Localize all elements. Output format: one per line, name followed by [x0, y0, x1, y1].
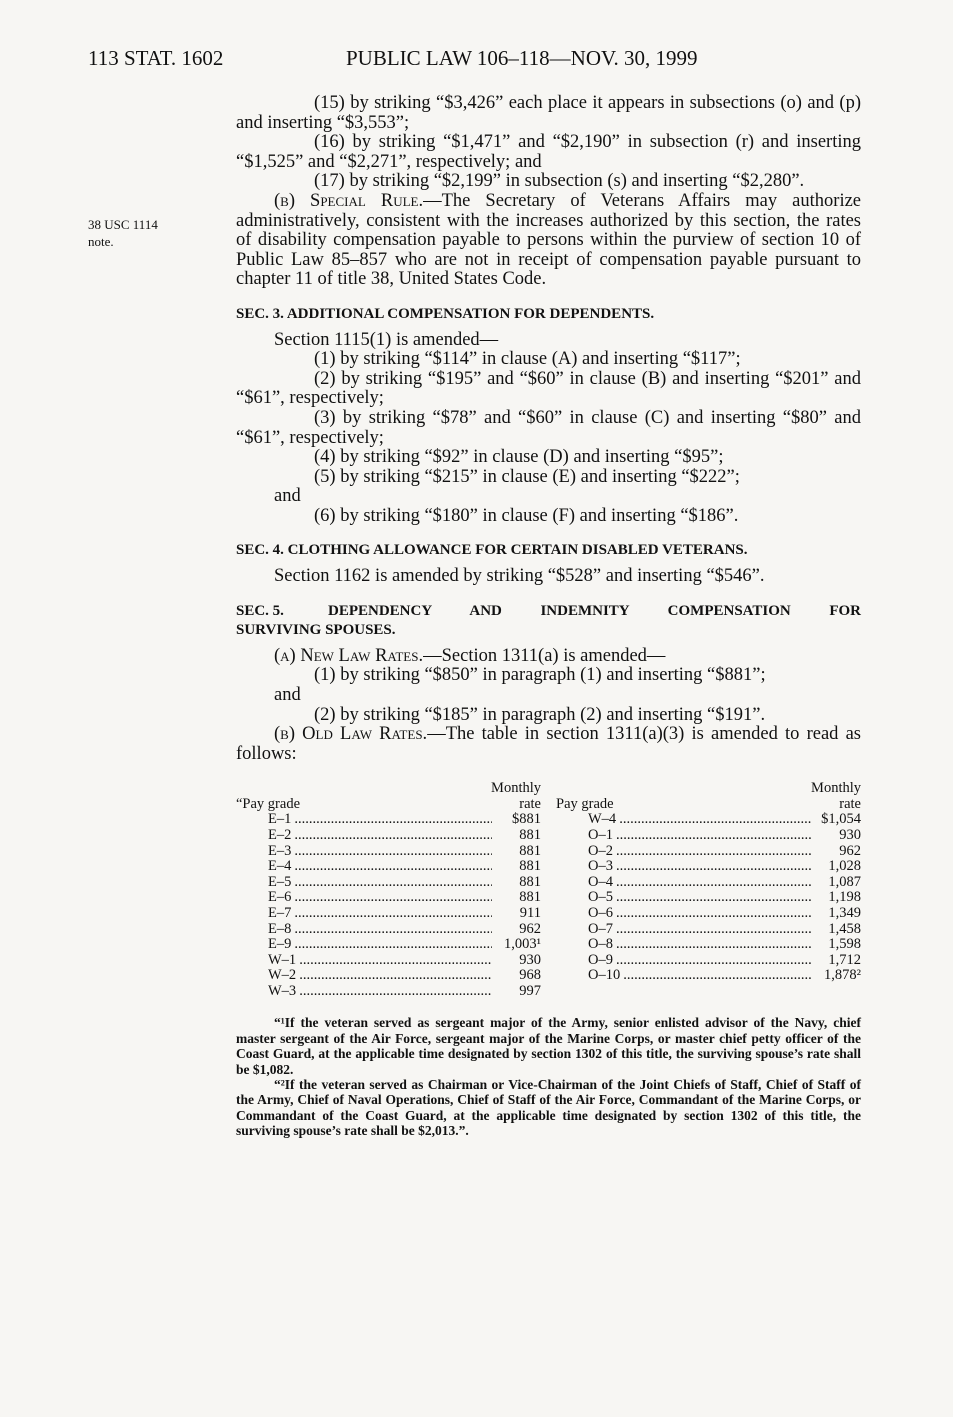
pay-grade-cell: W–4	[588, 811, 617, 828]
table-row	[556, 906, 861, 922]
dot-leader	[623, 968, 812, 984]
monthly-rate-cell: 930	[839, 827, 861, 843]
pay-grade-cell: O–8	[588, 936, 613, 953]
sec5-heading	[236, 602, 861, 622]
monthly-rate-cell: 881	[519, 842, 541, 859]
rate-table-right-header	[556, 778, 861, 812]
pay-grade-cell: O–6	[588, 904, 613, 921]
dot-leader	[616, 875, 812, 891]
sec5-a-item-2: (2) by striking “$185” in paragraph (2) and inserting “$191”.	[314, 704, 766, 725]
table-row	[236, 922, 541, 938]
pay-grade-cell: O–1	[588, 827, 613, 843]
dot-leader	[616, 906, 812, 922]
monthly-rate-cell: 911	[519, 904, 541, 921]
dot-leader	[294, 859, 492, 875]
table-row	[236, 859, 541, 875]
sec3-item-2: (2) by striking “$195” and “$60” in clause (B) and inserting “$201” and “$61”, respectively;	[236, 368, 861, 409]
dot-leader	[616, 890, 812, 906]
right-pay-grade-header: Pay grade	[556, 795, 614, 812]
sec3-item-6: (6) by striking “$180” in clause (F) and inserting “$186”.	[314, 505, 739, 526]
table-row	[556, 968, 861, 984]
table-row	[236, 937, 541, 953]
dot-leader	[299, 968, 492, 984]
table-row	[236, 828, 541, 844]
sec5-b-text: —The table in section 1311(a)(3) is amended to read as follows:	[236, 724, 862, 764]
monthly-rate-cell: 968	[519, 967, 541, 984]
dot-leader	[616, 859, 812, 875]
sec3-item-3: (3) by striking “$78” and “$60” in clause (C) and inserting “$80” and “$61”, respectively;	[236, 407, 861, 448]
dot-leader	[299, 984, 492, 1000]
dot-leader	[294, 875, 492, 891]
rate-table-right-rows	[556, 812, 861, 984]
monthly-rate-cell: 962	[519, 920, 541, 937]
right-rate-header-line2: rate	[839, 795, 861, 812]
sec4-text: Section 1162 is amended by striking “$528” and inserting “$546”.	[274, 566, 765, 587]
table-row	[556, 890, 861, 906]
sec5-a-text: —Section 1311(a) is amended—	[423, 645, 666, 666]
table-row	[236, 890, 541, 906]
monthly-rate-cell: 881	[519, 873, 541, 890]
monthly-rate-cell: $1,054	[821, 811, 861, 828]
pay-grade-cell: E–5	[268, 873, 292, 890]
pay-grade-cell: E–8	[268, 920, 292, 937]
monthly-rate-cell: 1,598	[828, 936, 861, 953]
monthly-rate-cell: 881	[519, 889, 541, 906]
special-rule-text: —The Secretary of Veterans Affairs may authorize administratively, consistent with the increases authorized by this section, the rates of disability compensation payable to persons within the purview of section 10 of Public Law 85–857 who are not in receipt of compensation payable pursuant to chapter 11 of title 38, United States Code.	[236, 190, 862, 290]
sec5-a-paragraph	[236, 647, 861, 667]
dot-leader	[294, 937, 492, 953]
monthly-rate-cell: 881	[519, 827, 541, 843]
sec5-number: SEC. 5.	[236, 602, 284, 619]
pay-grade-cell: O–2	[588, 842, 613, 859]
dot-leader	[294, 922, 492, 938]
sec3-item-5: (5) by striking “$215” in clause (E) and inserting “$222”;	[314, 466, 740, 487]
stat-page-number: 113 STAT. 1602	[88, 46, 224, 70]
footnote-2: “²If the veteran served as Chairman or Vice-Chairman of the Joint Chiefs of Staff, Chief of Staff of the Army, Chief of Naval Operations, Chief of Staff of the Air Force, Commandant of the Marine Corps, or Commandant of the Coast Guard, at the applicable time designated by section 1302 of this title, the surviving spouse’s rate shall be $2,013.”.	[236, 1077, 861, 1139]
dot-leader	[616, 828, 812, 844]
dot-leader	[294, 890, 492, 906]
rate-table	[236, 778, 861, 1003]
left-pay-grade-header: “Pay grade	[236, 795, 301, 812]
sec5-a-item-1-and: and	[274, 685, 301, 706]
rate-table-right-column	[556, 778, 861, 984]
pay-grade-cell: O–4	[588, 873, 613, 890]
pay-grade-cell: W–3	[268, 982, 297, 999]
left-rate-header	[491, 781, 541, 812]
table-row	[236, 906, 541, 922]
pay-grade-cell: E–4	[268, 858, 292, 875]
monthly-rate-cell: 881	[519, 858, 541, 875]
pay-grade-cell: E–7	[268, 904, 292, 921]
sec5-b-heading: (b) Old Law Rates.	[274, 724, 428, 745]
margin-note	[88, 216, 218, 250]
table-row	[556, 922, 861, 938]
sec4-heading: SEC. 4. CLOTHING ALLOWANCE FOR CERTAIN DISABLED VETERANS.	[236, 542, 748, 559]
pay-grade-cell: O–3	[588, 858, 613, 875]
dot-leader	[294, 906, 492, 922]
margin-note-line1: 38 USC 1114	[88, 217, 158, 232]
pay-grade-cell: O–10	[588, 967, 621, 984]
left-rate-header-line1: Monthly	[491, 780, 541, 797]
table-row	[236, 953, 541, 969]
table-row	[556, 828, 861, 844]
public-law-title: PUBLIC LAW 106–118—NOV. 30, 1999	[346, 46, 698, 70]
monthly-rate-cell: 997	[519, 982, 541, 999]
dot-leader	[294, 812, 492, 828]
table-row	[236, 844, 541, 860]
rate-table-left-column	[236, 778, 541, 999]
special-rule-paragraph	[236, 192, 861, 290]
monthly-rate-cell: 1,198	[828, 889, 861, 906]
pay-grade-cell: O–5	[588, 889, 613, 906]
monthly-rate-cell: 1,712	[828, 951, 861, 968]
monthly-rate-cell: 962	[839, 842, 861, 859]
sec3-heading: SEC. 3. ADDITIONAL COMPENSATION FOR DEPENDENTS.	[236, 305, 655, 322]
sec3-item-4: (4) by striking “$92” in clause (D) and inserting “$95”;	[314, 447, 724, 468]
pay-grade-cell: E–3	[268, 842, 292, 859]
table-row	[236, 812, 541, 828]
special-rule-heading: (b) Special Rule.	[274, 190, 424, 211]
sec3-item-5-and: and	[274, 486, 301, 507]
sec3-item-1: (1) by striking “$114” in clause (A) and inserting “$117”;	[314, 349, 741, 370]
rate-table-left-header	[236, 778, 541, 812]
document-body	[236, 94, 861, 1139]
sec5-a-heading: (a) New Law Rates.	[274, 645, 424, 666]
table-row	[236, 875, 541, 891]
sec5-b-paragraph	[236, 725, 861, 764]
pay-grade-cell: E–2	[268, 827, 292, 843]
paragraph-15: (15) by striking “$3,426” each place it appears in subsections (o) and (p) and inserting “$3,553”;	[236, 93, 861, 133]
table-row	[556, 812, 861, 828]
paragraph-16: (16) by striking “$1,471” and “$2,190” in subsection (r) and inserting “$1,525” and “$2,271”, respectively; and	[236, 132, 861, 172]
table-row	[556, 844, 861, 860]
table-row	[236, 968, 541, 984]
table-row	[556, 859, 861, 875]
pay-grade-cell: E–6	[268, 889, 292, 906]
pay-grade-cell: O–9	[588, 951, 613, 968]
table-row	[236, 984, 541, 1000]
sec5-title-line2: SURVIVING SPOUSES.	[236, 622, 396, 639]
margin-note-line2: note.	[88, 234, 114, 249]
left-rate-header-line2: rate	[519, 795, 541, 812]
footnote-1: “¹If the veteran served as sergeant major of the Army, senior enlisted advisor of the Navy, chief master sergeant of the Air Force, sergeant major of the Marine Corps, or master chief petty officer of the Coast Guard, at the applicable time designated by section 1302 of this title, the surviving spouse’s rate shall be $1,082.	[236, 1015, 861, 1077]
dot-leader	[616, 844, 812, 860]
dot-leader	[299, 953, 492, 969]
right-rate-header-line1: Monthly	[811, 780, 861, 797]
monthly-rate-cell: $881	[512, 811, 541, 828]
rate-table-left-rows	[236, 812, 541, 999]
monthly-rate-cell: 1,028	[828, 858, 861, 875]
monthly-rate-cell: 1,003¹	[504, 936, 541, 953]
pay-grade-cell: O–7	[588, 920, 613, 937]
sec5-a-item-1: (1) by striking “$850” in paragraph (1) and inserting “$881”;	[314, 665, 766, 686]
dot-leader	[616, 937, 812, 953]
table-row	[556, 953, 861, 969]
dot-leader	[294, 828, 492, 844]
right-rate-header	[811, 781, 861, 812]
monthly-rate-cell: 1,878²	[824, 967, 861, 984]
pay-grade-cell: W–2	[268, 967, 297, 984]
sec5-title-line1: DEPENDENCY AND INDEMNITY COMPENSATION FOR	[328, 602, 861, 619]
pay-grade-cell: E–1	[268, 811, 292, 828]
dot-leader	[294, 844, 492, 860]
monthly-rate-cell: 1,458	[828, 920, 861, 937]
dot-leader	[616, 953, 812, 969]
sec3-intro: Section 1115(1) is amended—	[274, 329, 499, 350]
table-row	[556, 875, 861, 891]
dot-leader	[619, 812, 812, 828]
monthly-rate-cell: 1,349	[828, 904, 861, 921]
pay-grade-cell: E–9	[268, 936, 292, 953]
paragraph-17: (17) by striking “$2,199” in subsection (s) and inserting “$2,280”.	[314, 171, 805, 192]
monthly-rate-cell: 1,087	[828, 873, 861, 890]
pay-grade-cell: W–1	[268, 951, 297, 968]
monthly-rate-cell: 930	[519, 951, 541, 968]
table-row	[556, 937, 861, 953]
dot-leader	[616, 922, 812, 938]
